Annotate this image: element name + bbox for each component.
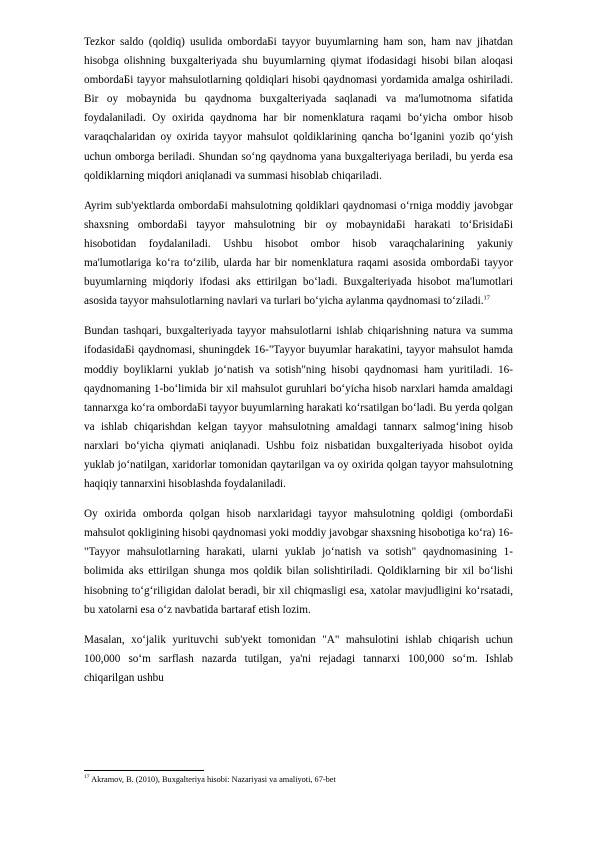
footnote-divider [84,770,204,771]
paragraph-3-text: Bundan tashqari, buxgalteriyada tayyor mahsulotlarni ishlab chiqarishning natura va summa ifodasidaБi qaydnomasi, shuningdek 16-"Tayyor buyumlar harakatini, tayyor mahsulot hamda moddiy boyliklarni yuklab jo‘natish va sotish"ning hisobi qaydnomasi ham yuritiladi. 16-qaydnomaning 1-bo‘limida bir xil mahsulot guruhlari bo‘yicha hisob narxlari hamda amaldagi tannarxga ko‘ra ombordaБi tayyor buyumlarning harakati ko‘rsatilgan bo‘ladi. Bu yerda qolgan va ishlab chiqarishdan kelgan tayyor mahsulotning amaldagi tannarx salmog‘ining hisob narxlari bo‘yicha qiymati aniqlanadi. Ushbu foiz nisbatidan buxgalteriyada hisobot oyida yuklab jo‘natilgan, xaridorlar tomonidan qaytarilgan va oy oxirida qolgan tayyor mahsulotning haqiqiy tannarxini hisoblashda foydalaniladi. [84,325,513,491]
paragraph-5-text: Masalan, xo‘jalik yurituvchi sub'yekt tomonidan "A" mahsulotini ishlab chiqarish uchun 100,000 so‘m sarflash nazarda tutilgan, ya'ni rejadagi tannarxi 100,000 so‘m. Ishlab chiqarilgan ushbu [84,633,513,684]
footnote-reference: 17 [483,294,491,302]
footnote [84,774,513,785]
paragraph-1 [84,33,513,186]
footnote-text: Akramov, B. (2010), Buxgalteriya hisobi: Nazariyasi va amaliyoti, 67-bet [91,775,336,784]
footnote-number: 17 [84,774,90,781]
paragraph-2-text: Ayrim sub'yektlarda ombordaБi mahsulotning qoldiklari qaydnomasi o‘rniga moddiy javobgar shaxsning ombordaБi tayyor mahsulotning bir oy mobaynidaБi harakati to‘БrisidaБi hisobotidan foydalaniladi. Ushbu hisobot ombor hisob varaqchalarining yakuniy ma'lumotlariga ko‘ra to‘zilib, ularda har bir nomenklatura raqami asosida ombordaБi tayyor buyumlarning miqdoriy ifodasi aks ettirilgan bo‘ladi. Buxgalteriyada hisobot ma'lumotlari asosida tayyor mahsulotlarning navlari va turlari bo‘yicha aylanma qaydnomasi to‘ziladi. [84,199,513,308]
paragraph-4-text: Oy oxirida omborda qolgan hisob narxlaridagi tayyor mahsulotning qoldigi (ombordaБi mahsulot qokligining hisobi qaydnomasi yoki moddiy javobgar shaxsning hisobotiga ko‘ra) 16-"Tayyor mahsulotlarning harakati, ularni yuklab jo‘natish va sotish" qaydnomasining 1-bolimida aks ettirilgan shunga mos qoldik bilan solishtiriladi. Qoldiklarning bir xil bo‘lishi hisobning to‘g‘riligidan dalolat beradi, bir xil chiqmasligi esa, xatolar mavjudligini ko‘rsatadi, bu xatolarni esa o‘z navbatida bartaraf etish lozim. [84,508,513,616]
paragraph-1-text: Tezkor saldo (qoldiq) usulida ombordaБi tayyor buyumlarning ham son, ham nav jihatdan hisobga olishning buxgalteriyada shu buyumlarning qiymat ifodasidagi hisobi bilan aloqasi ombordaБi tayyor mahsulotlarning qoldiqlari hisobi qaydnomasi yordamida amalga oshiriladi. Bir oy mobaynida bu qaydnoma buxgalteriyada saqlanadi va ma'lumotnoma sifatida foydalaniladi. Oy oxirida qaydnoma har bir nomenklatura raqami bo‘yicha ombor hisob varaqchalaridan oy oxirida tayyor mahsulot qoldiklarining qancha bo‘lganini yozib qo‘yish uchun omborga beriladi. Shundan so‘ng qaydnoma yana buxgalteriyaga beriladi, bu yerda esa qoldiklarning miqdori aniqlanadi va summasi hisoblab chiqariladi. [84,36,513,182]
paragraph-5 [84,631,513,688]
body-text [84,33,513,699]
paragraph-2 [84,197,513,312]
paragraph-3 [84,322,513,494]
paragraph-4 [84,505,513,620]
